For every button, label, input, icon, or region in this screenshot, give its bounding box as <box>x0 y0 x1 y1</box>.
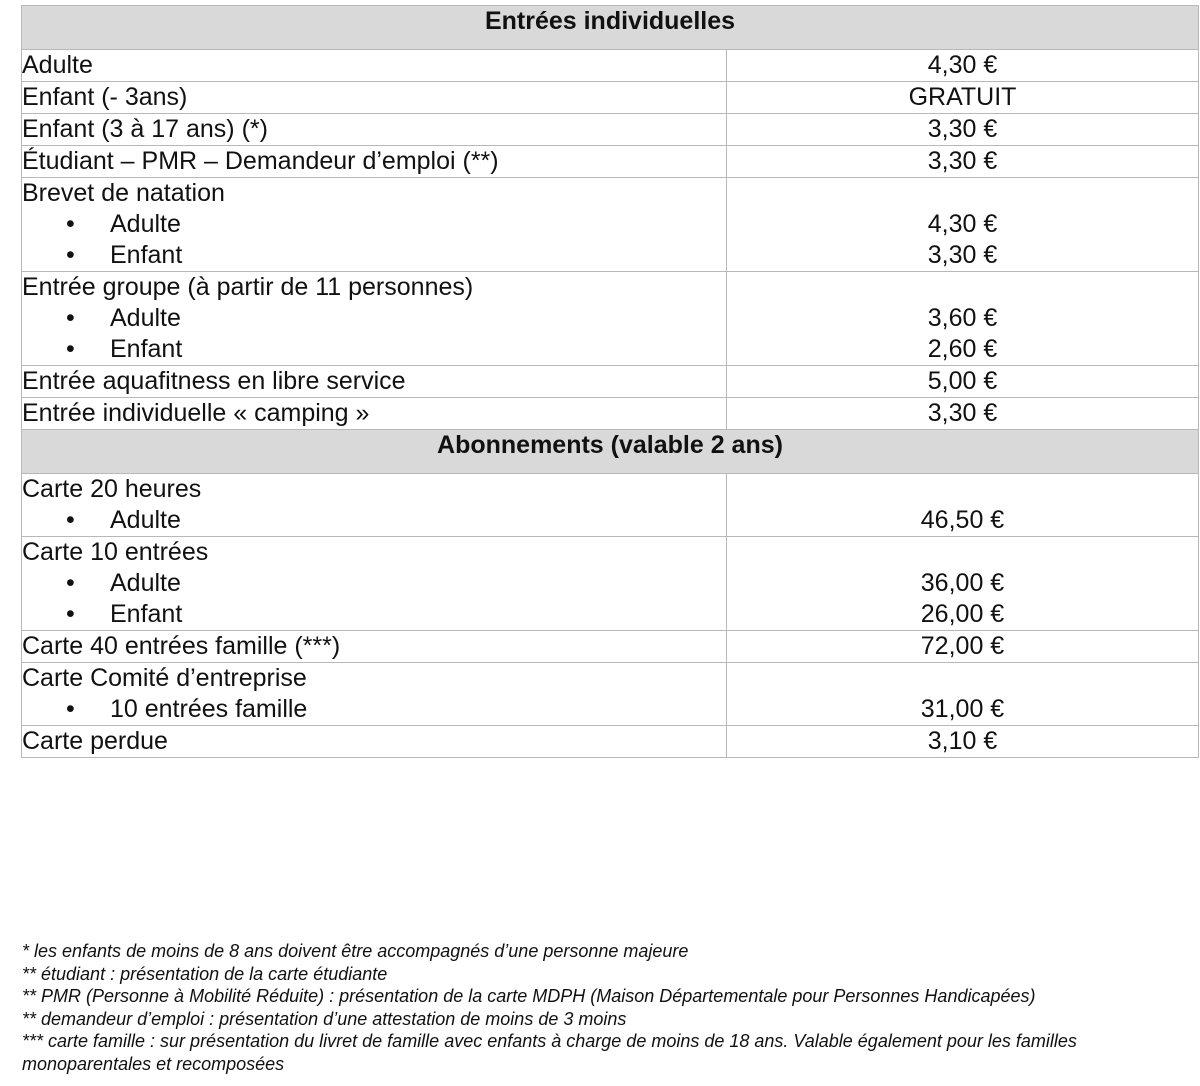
row-price: 5,00 € <box>727 366 1199 398</box>
row-price-group <box>727 537 1199 631</box>
table-row <box>22 50 1199 82</box>
sub-label: Adulte <box>110 569 181 597</box>
row-label: Carte 40 entrées famille (***) <box>22 631 727 663</box>
row-label: Entrée groupe (à partir de 11 personnes) <box>22 273 474 301</box>
sub-price: 3,30 € <box>927 241 998 269</box>
row-label: Brevet de natation <box>22 179 225 207</box>
bullet-icon: • <box>66 304 75 332</box>
row-label: Adulte <box>22 50 727 82</box>
row-price: 4,30 € <box>727 50 1199 82</box>
table-row <box>22 398 1199 430</box>
bullet-icon: • <box>66 569 75 597</box>
sub-label: Enfant <box>110 335 183 363</box>
row-label: Enfant (3 à 17 ans) (*) <box>22 114 727 146</box>
table-row <box>22 474 1199 537</box>
table-row <box>22 272 1199 366</box>
table-row <box>22 726 1199 758</box>
footnote: *** carte famille : sur présentation du livret de famille avec enfants à charge de moins de 18 ans. Valable également pour les familles monoparentales et recomposées <box>22 1031 1077 1074</box>
table-row <box>22 146 1199 178</box>
footnote: * les enfants de moins de 8 ans doivent être accompagnés d’une personne majeure <box>22 941 689 961</box>
bullet-icon: • <box>66 210 75 238</box>
table-row <box>22 82 1199 114</box>
row-label: Carte 10 entrées <box>22 538 209 566</box>
sub-label: Adulte <box>110 506 181 534</box>
bullet-icon: • <box>66 695 75 723</box>
table-row <box>22 366 1199 398</box>
list-item <box>22 599 726 630</box>
row-price-group <box>727 178 1199 272</box>
sub-label: 10 entrées famille <box>110 695 308 723</box>
list-item <box>22 240 726 271</box>
row-label-group <box>22 663 727 726</box>
sub-price: 2,60 € <box>927 335 998 363</box>
section-header-row <box>22 430 1199 474</box>
section-title: Entrées individuelles <box>22 6 1199 50</box>
row-label-group <box>22 474 727 537</box>
row-price-group <box>727 474 1199 537</box>
table-row <box>22 114 1199 146</box>
list-item <box>22 303 726 334</box>
row-price: 3,30 € <box>727 146 1199 178</box>
list-item <box>22 694 726 725</box>
sub-label: Enfant <box>110 241 183 269</box>
sub-price: 26,00 € <box>920 600 1005 628</box>
row-label: Entrée individuelle « camping » <box>22 398 727 430</box>
row-label: Carte perdue <box>22 726 727 758</box>
section-title: Abonnements (valable 2 ans) <box>22 430 1199 474</box>
row-label: Enfant (- 3ans) <box>22 82 727 114</box>
sub-label: Adulte <box>110 210 181 238</box>
sub-price: 46,50 € <box>920 506 1005 534</box>
sub-price: 3,60 € <box>927 304 998 332</box>
sub-label: Enfant <box>110 600 183 628</box>
row-label-group <box>22 178 727 272</box>
row-price: GRATUIT <box>727 82 1199 114</box>
row-price: 3,10 € <box>727 726 1199 758</box>
list-item <box>22 568 726 599</box>
footnote: ** demandeur d’emploi : présentation d’une attestation de moins de 3 moins <box>22 1008 627 1029</box>
row-price: 3,30 € <box>727 114 1199 146</box>
bullet-icon: • <box>66 600 75 628</box>
table-row <box>22 178 1199 272</box>
table-row <box>22 631 1199 663</box>
row-label: Carte 20 heures <box>22 475 202 503</box>
row-label: Étudiant – PMR – Demandeur d’emploi (**) <box>22 146 727 178</box>
row-price: 72,00 € <box>727 631 1199 663</box>
list-item <box>22 505 726 536</box>
price-table <box>21 5 1199 758</box>
table-row <box>22 663 1199 726</box>
section-header-row <box>22 6 1199 50</box>
footnote: ** PMR (Personne à Mobilité Réduite) : présentation de la carte MDPH (Maison Départementale pour Personnes Handicapées) <box>22 986 1036 1006</box>
sub-label: Adulte <box>110 304 181 332</box>
sub-price: 31,00 € <box>920 695 1005 723</box>
row-price-group <box>727 663 1199 726</box>
row-label-group <box>22 272 727 366</box>
row-label-group <box>22 537 727 631</box>
sub-price: 4,30 € <box>927 210 998 238</box>
bullet-icon: • <box>66 241 75 269</box>
row-label: Carte Comité d’entreprise <box>22 664 307 692</box>
sub-price: 36,00 € <box>920 569 1005 597</box>
footnote: ** étudiant : présentation de la carte étudiante <box>22 963 388 984</box>
row-price: 3,30 € <box>727 398 1199 430</box>
list-item <box>22 209 726 240</box>
row-label: Entrée aquafitness en libre service <box>22 366 727 398</box>
list-item <box>22 334 726 365</box>
table-row <box>22 537 1199 631</box>
row-price-group <box>727 272 1199 366</box>
footnotes <box>22 940 1187 1075</box>
bullet-icon: • <box>66 335 75 363</box>
bullet-icon: • <box>66 506 75 534</box>
